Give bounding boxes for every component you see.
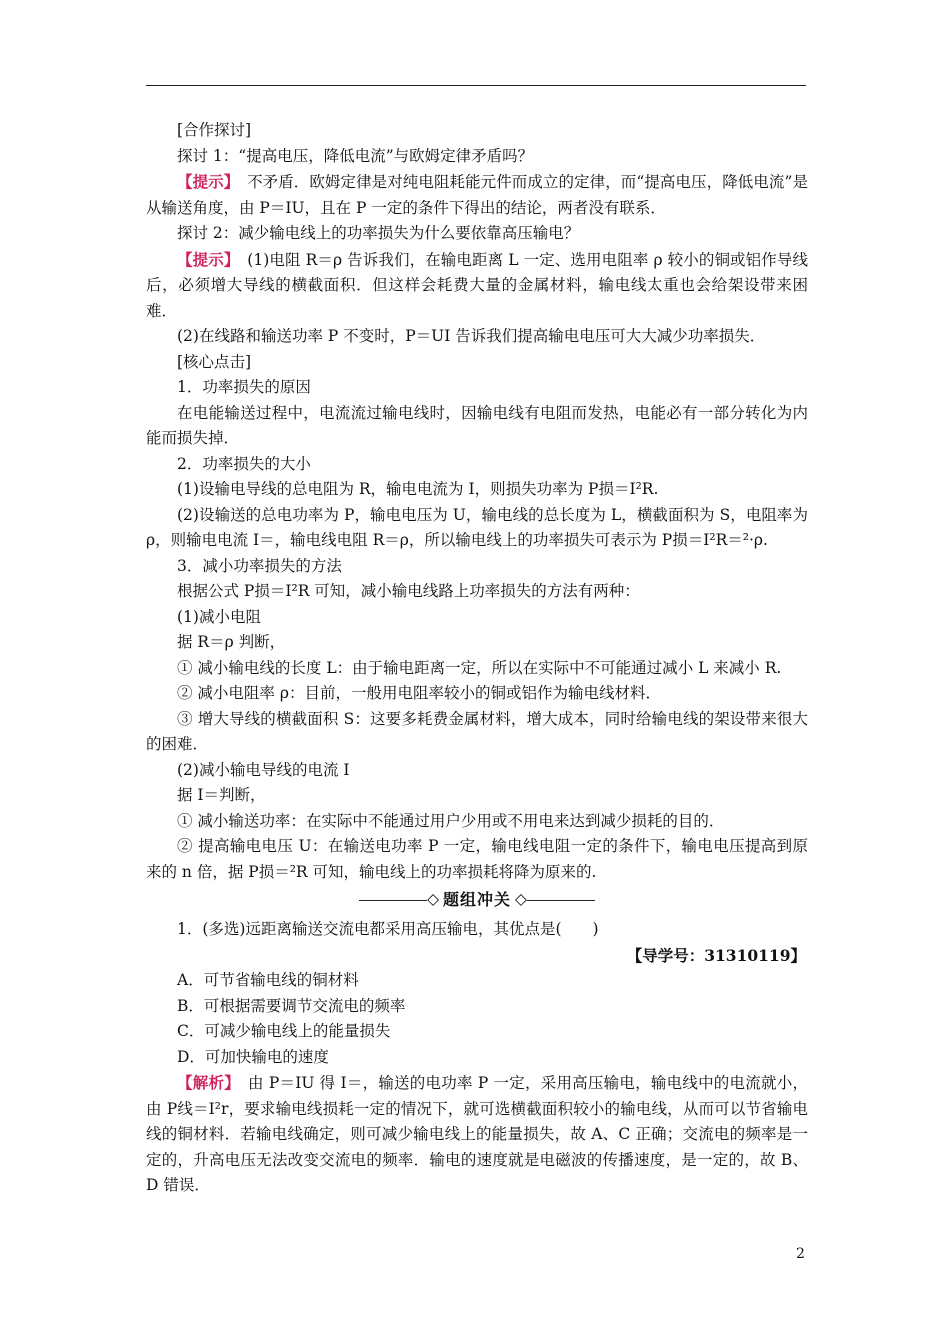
divider-line-right bbox=[527, 900, 595, 901]
section-title: 题组冲关 bbox=[442, 890, 511, 910]
point-2-title: 2．功率损失的大小 bbox=[177, 454, 311, 473]
hint-label: 【提示】 bbox=[177, 172, 232, 191]
point-2-item-2: (2)设输送的总电功率为 P，输电电压为 U，输电线的总长度为 L，横截面积为 S，电阻率为 ρ，则输电电流 I＝，输电线电阻 R＝ρ，所以输电线上的功率损失可表示为 P损＝I²R＝²·ρ. bbox=[146, 505, 808, 549]
point-2-item-1: (1)设输电导线的总电阻为 R，输电电流为 I，则损失功率为 P损＝I²R. bbox=[177, 480, 659, 498]
hint-1 bbox=[146, 169, 808, 221]
guide-number: 【导学号：31310119】 bbox=[626, 945, 806, 965]
point-3-title: 3．减小功率损失的方法 bbox=[177, 556, 342, 575]
divider-line-left bbox=[359, 900, 427, 901]
point-1-text: 在电能输送过程中，电流流过输电线时，因输电线有电阻而发热，电能必有一部分转化为内能而损失掉． bbox=[146, 403, 808, 447]
inquiry-2: 探讨 2：减少输电线上的功率损失为什么要依靠高压输电？ bbox=[177, 224, 580, 242]
question-stem: 1．(多选)远距离输送交流电都采用高压输电，其优点是( ) bbox=[177, 920, 599, 938]
header-rule bbox=[146, 85, 806, 86]
method-1-item-3: ③ 增大导线的横截面积 S：这要多耗费金属材料，增大成本，同时给输电线的架设带来很大的困难． bbox=[146, 709, 808, 753]
hint-1-text: 不矛盾．欧姆定律是对纯电阻耗能元件而成立的定律，而“提高电压，降低电流”是从输送角度，由 P＝IU，且在 P 一定的条件下得出的结论，两者没有联系． bbox=[146, 173, 808, 217]
hint-label: 【提示】 bbox=[177, 249, 232, 269]
analysis-label: 【解析】 bbox=[177, 1073, 233, 1092]
page-content bbox=[146, 118, 808, 1199]
method-2-basis: 据 I＝判断， bbox=[177, 786, 266, 804]
analysis-text: 由 P＝IU 得 I＝，输送的电功率 P 一定，采用高压输电，输电线中的电流就小，由 P线＝I²r，要求输电线损耗一定的情况下，就可选横截面积较小的输电线，从而可以节省输电线的铜材料．若输电线确定，则可减少输电线上的能量损失，故 A、C 正确；交流电的频率是一定的，升高电压无法改变交流电的频率．输电的速度就是电磁波的传播速度，是一定的，故 B、D 错误． bbox=[146, 1074, 808, 1194]
section-divider bbox=[146, 889, 808, 911]
method-2-item-2: ② 提高输电电压 U：在输送电功率 P 一定，输电线电阻一定的条件下，输电电压提高到原来的 n 倍，据 P损＝²R 可知，输电线上的功率损耗将降为原来的. bbox=[146, 837, 808, 881]
page-number: 2 bbox=[796, 1246, 805, 1262]
method-2-item-1: ① 减小输送功率：在实际中不能通过用户少用或不用电来达到减少损耗的目的． bbox=[177, 811, 725, 830]
point-3-intro: 根据公式 P损＝I²R 可知，减小输电线路上功率损失的方法有两种： bbox=[177, 582, 640, 600]
method-1-basis: 据 R＝ρ 判断， bbox=[177, 633, 286, 651]
option-d: D．可加快输电的速度 bbox=[177, 1047, 329, 1066]
method-1-item-2: ② 减小电阻率 ρ：目前，一般用电阻率较小的铜或铝作为输电线材料． bbox=[177, 684, 661, 702]
inquiry-1: 探讨 1：“提高电压，降低电流”与欧姆定律矛盾吗？ bbox=[177, 146, 534, 165]
method-2-title: (2)减小输电导线的电流 I bbox=[177, 760, 350, 779]
option-c: C．可减少输电线上的能量损失 bbox=[177, 1022, 391, 1040]
analysis bbox=[146, 1070, 808, 1199]
heading-core-points: [核心点击] bbox=[177, 352, 252, 371]
method-1-title: (1)减小电阻 bbox=[177, 607, 261, 626]
diamond-icon: ◇ bbox=[515, 890, 527, 909]
option-b: B．可根据需要调节交流电的频率 bbox=[177, 996, 406, 1015]
diamond-icon: ◇ bbox=[427, 890, 439, 909]
option-a: A．可节省输电线的铜材料 bbox=[177, 971, 359, 989]
hint-2-continued: (2)在线路和输送功率 P 不变时，P＝UI 告诉我们提高输电电压可大大减少功率损失． bbox=[177, 327, 766, 345]
method-1-item-1: ① 减小输电线的长度 L：由于输电距离一定，所以在实际中不可能通过减小 L 来减小 R. bbox=[177, 658, 782, 677]
hint-2 bbox=[146, 247, 808, 325]
hint-2-text: (1)电阻 R＝ρ 告诉我们，在输电距离 L 一定、选用电阻率 ρ 较小的铜或铝作导线后，必须增大导线的横截面积．但这样会耗费大量的金属材料，输电线太重也会给架设带来困难． bbox=[146, 250, 808, 320]
heading-cooperative-inquiry: [合作探讨] bbox=[177, 121, 252, 139]
point-1-title: 1．功率损失的原因 bbox=[177, 378, 311, 396]
